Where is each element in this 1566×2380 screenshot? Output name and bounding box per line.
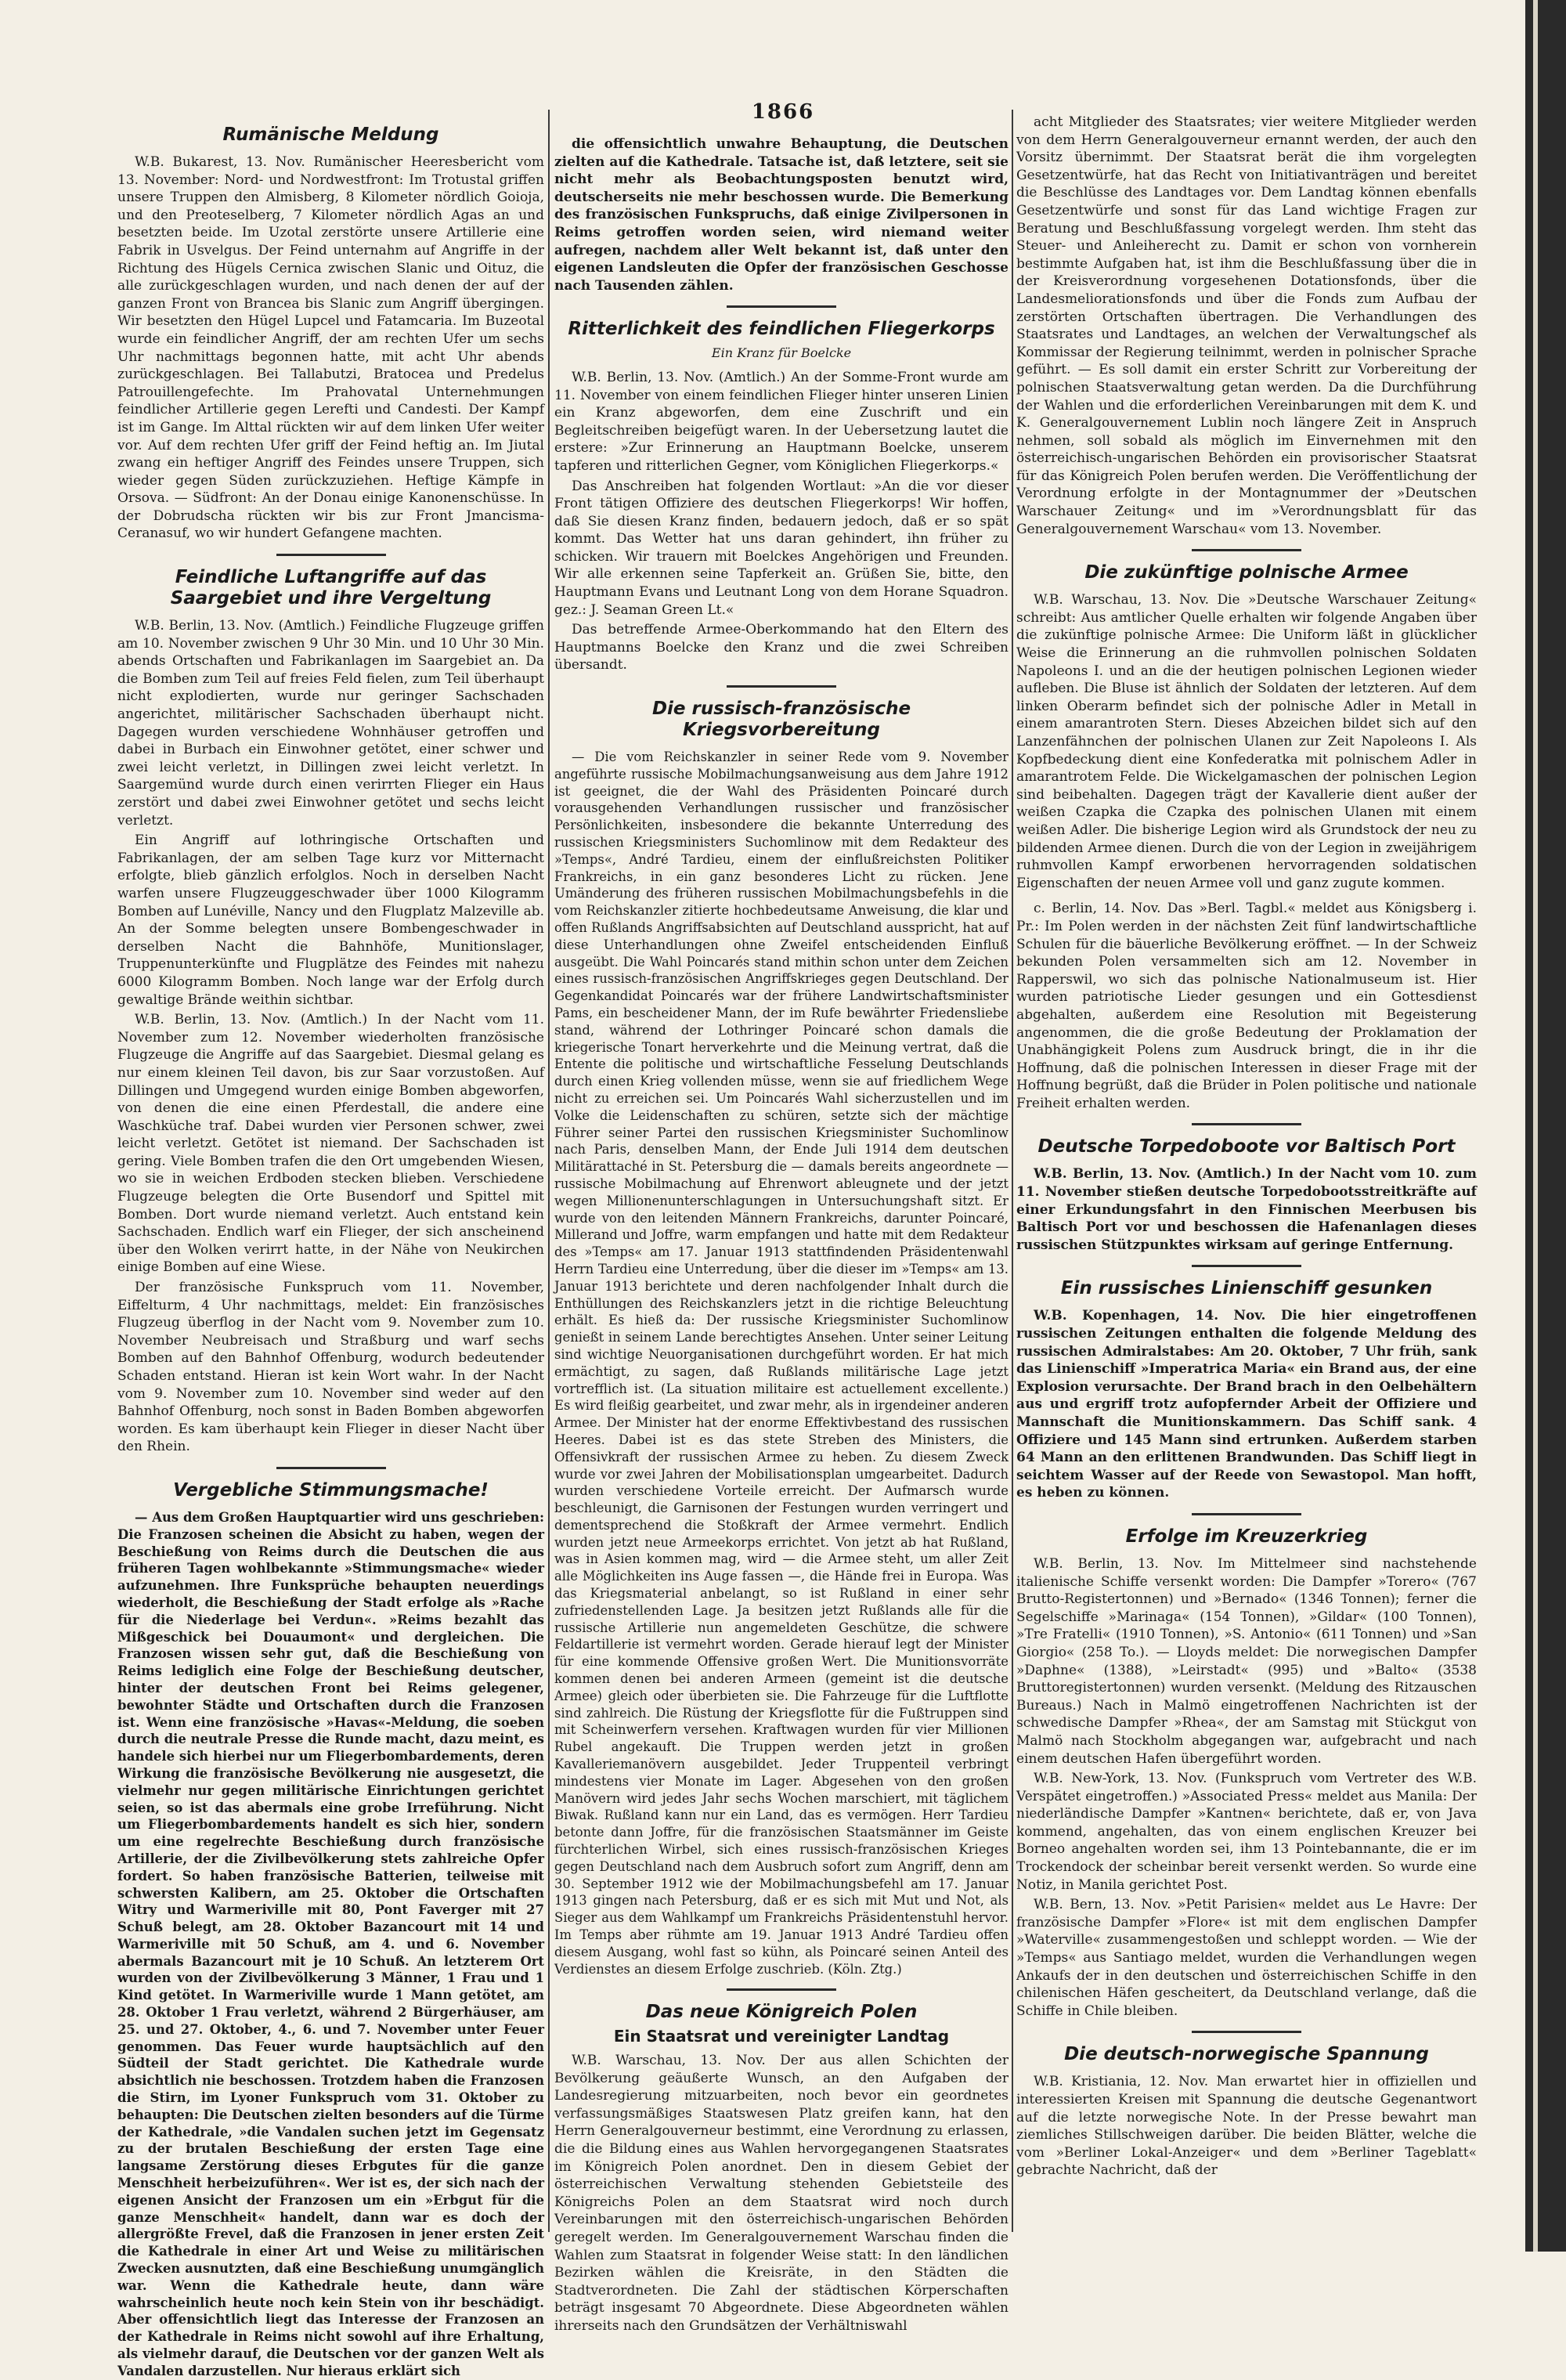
paragraph: W.B. Bern, 13. Nov. »Petit Parisien« meldet aus Le Havre: Der französische Dampfer »Flore« ist mit dem englischen Dampfer »Waterville« zusammengestoßen und schleppt worden. — Wie der »Temps« aus Santiago meldet, wurden die Verhandlungen wegen Ankaufs der in den deutschen und österreichischen Schiffe in den chilenischen Häfen gescheitert, da Deutschland verlange, daß die Schiffe in Chile bleiben. (1016, 1897, 1477, 2019)
article-separator (727, 305, 836, 308)
article-separator (727, 685, 836, 688)
article-koenigreich-polen (554, 2002, 1009, 2335)
paragraph: W.B. Berlin, 13. Nov. (Amtlich.) In der Nacht vom 10. zum 11. November stießen deutsche Torpedobootsstreitkräfte auf einer Erkundungsfahrt in den Finnischen Meerbusen bis Baltisch Port vor und beschossen die Hafenanlagen dieses russischen Stützpunktes wirksam auf geringe Entfernung. (1016, 1166, 1477, 1253)
paragraph: Das Anschreiben hat folgenden Wortlaut: »An die vor dieser Front tätigen Offiziere des deutschen Fliegerkorps! Wir hoffen, daß Sie diesen Kranz finden, bedauern jedoch, daß er so spät kommt. Das Wetter hat uns daran gehindert, ihn früher zu schicken. Wir trauern mit Boelckes Angehörigen und Freunden. Wir alle erkennen seine Tapferkeit an. Grüßen Sie, bitte, den Hauptmann Evans und Leutnant Long von dem Horane Squadron. gez.: J. Seaman Green Lt.« (554, 478, 1009, 618)
column-rule-right (1012, 110, 1013, 2232)
article-separator (276, 1467, 386, 1469)
article-kriegsvorbereitung (554, 699, 1009, 1977)
paragraph: — Die vom Reichskanzler in seiner Rede vom 9. November angeführte russische Mobilmachungsanweisung aus dem Jahre 1912 ist geeignet, die der Wahl des Präsidenten Poincaré durch vorausgehenden Verhandlungen russischer und französischer Persönlichkeiten, insbesondere die bekannte Unterredung des russischen Kriegsministers Suchomlinow mit dem Redakteur des »Temps«, André Tardieu, einem der einflußreichsten Politiker Frankreichs, in ein ganz besonderes Licht zu rücken. Jene Umänderung des früheren russischen Mobilmachungsbefehls in die vom Reichskanzler zitierte hochbedeutsame Anweisung, die klar und offen Rußlands Angriffsabsichten auf Deutschland ausspricht, hat auf diese Unterhandlungen ohne Zweifel entscheidenden Einfluß ausgeübt. Die Wahl Poincarés stand mithin schon unter dem Zeichen eines russisch-französischen Angriffskrieges gegen Deutschland. Der Gegenkandidat Poincarés war der frühere Landwirtschaftsminister Pams, ein bescheidener Mann, der im Rufe bewährter Friedensliebe stand, während der Lothringer Poincaré schon damals die kriegerische Tonart herverkehrte und die Meinung vertrat, daß die Entente die politische und wirtschaftliche Fesselung Deutschlands durch einen Krieg vollenden müsse, wenn sie auf friedlichem Wege nicht zu erreichen sei. Um Poincarés Wahl sicherzustellen und im Volke die Leidenschaften zu schüren, setzte sich der mächtige Führer seiner Partei den russischen Kriegsminister Suchomlinow nach Paris, denselben Mann, der Ende Juli 1914 dem deutschen Militärattaché in St. Petersburg die — damals bereits angeordnete — russische Mobilmachung auf Ehrenwort ableugnete und der jetzt wegen Millionenunterschlagungen in Untersuchungshaft sitzt. Er wurde von den leitenden Männern Frankreichs, darunter Poincaré, Millerand und Joffre, warm empfangen und hatte mit dem Redakteur des »Temps« am 17. Januar 1913 stattfindenden Präsidentenwahl Herrn Tardieu eine Unterredung, über die dieser im »Temps« am 13. Januar 1913 berichtete und deren nachfolgender Inhalt durch die Enthüllungen des Reichskanzlers jetzt in die richtige Beleuchtung erhält. Es hieß da: Der russische Kriegsminister Suchomlinow genießt in seinem Lande berechtigtes Ansehen. Unter seiner Leitung sind wichtige Neuorganisationen durchgeführt worden. Er hat mich ermächtigt, zu sagen, daß Rußlands militärische Lage jetzt vortrefflich ist. (La situation militaire est actuellement excellente.) Es wird fleißig gearbeitet, und zwar mehr, als in irgendeiner anderen Armee. Der Minister hat der enorme Effektivbestand des russischen Heeres. Dabei ist es das stete Streben des Ministers, die Offensivkraft der russischen Armee zu heben. Zu diesem Zweck wurde vor zwei Jahren der Mobilisationsplan umgearbeitet. Dadurch wurden verschiedene Vorteile erreicht. Der Aufmarsch wurde beschleunigt, die Garnisonen der Festungen wurden verringert und dementsprechend die Stoßkraft der Armee vermehrt. Endlich wurden jetzt neue Armeekorps errichtet. Von jetzt ab hat Rußland, was in Asien kommen mag, wird — die Armee steht, um aller Zeit alle Möglichkeiten ins Auge fassen —, die Hände frei in Europa. Was das Kriegsmaterial anbelangt, so ist Rußland in einer sehr zufriedenstellenden Lage. Ja besitzen jetzt Rußlands alle für die russische Artillerie nun angemeldeten Geschütze, die schwere Feldartillerie ist vermehrt worden. Gerade hierauf legt der Minister für eine kommende Offensive großen Wert. Die Munitionsvorräte kommen denen bei anderen Armeen (gemeint ist die deutsche Armee) gleich oder überbieten sie. Die Fahrzeuge für die Luftflotte sind zahlreich. Die Rüstung der Kriegsflotte für die Fußtruppen sind mit Scheinwerfern versehen. Kraftwagen wurden für vier Millionen Rubel angekauft. Die Truppen werden jetzt in großen Kavalleriemanövern ausgebildet. Jeder Truppenteil verbringt mindestens vier Monate im Lager. Abgesehen von den großen Manövern wird jedes Jahr sechs Wochen marschiert, mit täglichem Biwak. Rußland kann nur ein Land, das es vermögen. Herr Tardieu betonte dann Joffre, für die französischen Staatsmänner im Geiste fürchterlichen Wirbel, sich eines russisch-französischen Krieges gegen Deutschland nach dem Ausbruch sofort zum Angriff, denn am 30. September 1912 wie der Mobilmachungsbefehl am 17. Januar 1913 gingen nach Petersburg, daß er es sich mit Mut und Not, als Sieger aus dem Wahlkampf um Frankreichs Präsidentenstuhl hervor. Im Temps aber rühmte am 19. Januar 1913 André Tardieu offen diesem Ausgang, wohl fast so kühn, als Poincaré seinen Anteil des Verdienstes an diesem Erfolge zuschrieb. (Köln. Ztg.) (554, 749, 1009, 1977)
column-rule-left (548, 110, 550, 2232)
paragraph: — Aus dem Großen Hauptquartier wird uns geschrieben: Die Franzosen scheinen die Absicht zu haben, wegen der Beschießung von Reims durch die Deutschen die aus früheren Tagen wohlbekannte »Stimmungsmache« wieder aufzunehmen. Ihre Funksprüche behaupten neuerdings wiederholt, die Beschießung der Stadt erfolge als »Rache für die Niederlage bei Verdun«. »Reims bezahlt das Mißgeschick bei Douaumont« und dergleichen. Die Franzosen wissen sehr gut, daß die Beschießung von Reims lediglich eine Folge der Beschießung deutscher, hinter der deutschen Front bei Reims gelegener, bewohnter Städte und Ortschaften durch die Franzosen ist. Wenn eine französische »Havas«-Meldung, die soeben durch die neutrale Presse die Runde macht, dazu meint, es handele sich hierbei nur um Fliegerbombardements, deren Wirkung die französische Bevölkerung nie ausgesetzt, die vielmehr nur gegen militärische Einrichtungen gerichtet seien, so ist das abermals eine grobe Irreführung. Nicht um Fliegerbombardements handelt es sich hier, sondern um eine regelrechte Beschießung durch französische Artillerie, der die Zivilbevölkerung stets zahlreiche Opfer fordert. So haben französische Batterien, teilweise mit schwersten Kalibern, am 25. Oktober die Ortschaften Witry und Warmeriville mit 80, Pont Faverger mit 27 Schuß belegt, am 28. Oktober Bazancourt mit 14 und Warmeriville mit 50 Schuß, am 4. und 6. November abermals Bazancourt mit je 10 Schuß. An letzterem Ort wurden von der Zivilbevölkerung 3 Männer, 1 Frau und 1 Kind getötet. In Warmeriville wurde 1 Mann getötet, am 28. Oktober 1 Frau verletzt, während 2 Bürgerhäuser, am 25. und 27. Oktober, 4., 6. und 7. November unter Feuer genommen. Das Feuer wurde hauptsächlich auf den Südteil der Stadt gerichtet. Die Kathedrale wurde absichtlich nie beschossen. Trotzdem haben die Franzosen die Stirn, im Lyoner Funkspruch vom 31. Oktober zu behaupten: Die Deutschen zielten besonders auf die Türme der Kathedrale, »die Vandalen suchen jetzt im Gegensatz zu der brutalen Beschießung der ersten Tage eine langsame Zerstörung dieses Erbgutes für die ganze Menschheit herbeizuführen«. Wer ist es, der sich nach der eigenen Ansicht der Franzosen um ein »Erbgut für die ganze Menschheit« handelt, dann war es doch der allergrößte Frevel, daß die Franzosen in jener ersten Zeit die Kathedrale in einer Art und Weise zu militärischen Zwecken ausnutzten, daß eine Beschießung unumgänglich war. Wenn die Kathedrale heute, dann wäre wahrscheinlich heute noch kein Stein von ihr beschädigt. Aber offensichtlich liegt das Interesse der Franzosen an der Kathedrale in Reims nicht sowohl auf ihre Erhaltung, als vielmehr darauf, die Deutschen vor der ganzen Welt als Vandalen darzustellen. Nur hieraus erklärt sich (117, 1509, 544, 2378)
paragraph: W.B. Kristiania, 12. Nov. Man erwartet hier in offiziellen und interessierten Kreisen mit Spannung die deutsche Gegenantwort auf die letzte norwegische Note. In der Presse bewahrt man ziemliches Stillschweigen darüber. Die beiden Blätter, welche die vom »Berliner Lokal-Anzeiger« und dem »Berliner Tageblatt« gebrachte Nachricht, daß der (1016, 2074, 1477, 2179)
article-ritterlichkeit (554, 319, 1009, 674)
article-title: Die russisch-französische Kriegsvorbereitung (651, 699, 911, 741)
article-norwegische-spannung (1016, 2044, 1477, 2180)
paragraph: W.B. Berlin, 13. Nov. (Amtlich.) Feindliche Flugzeuge griffen am 10. November zwischen 9 Uhr 30 Min. und 10 Uhr 30 Min. abends Ortschaften und Fabrikanlagen im Saargebiet an. Da die Bomben zum Teil auf freies Feld fielen, zum Teil überhaupt nicht explodierten, wurde nur geringer Sachschaden angerichtet, militärischer Sachschaden überhaupt nicht. Dagegen wurden verschiedene Wohnhäuser getroffen und dabei in Burbach ein Einwohner getötet, einer schwer und zwei leicht verletzt, in Dillingen zwei leicht verletzt. In Saargemünd wurde durch einen verirrten Flieger ein Haus zerstört und dabei zwei Einwohner getötet und sechs leicht verletzt. (117, 618, 544, 829)
article-linienschiff (1016, 1278, 1477, 1502)
article-kreuzerkrieg (1016, 1526, 1477, 2020)
paragraph: Ein Angriff auf lothringische Ortschaften und Fabrikanlagen, der am selben Tage kurz vor Mitternacht erfolgte, blieb gänzlich erfolglos. Noch in derselben Nacht warfen unsere Flugzeuggeschwader über 1000 Kilogramm Bomben auf Lunéville, Nancy und den Flugplatz Malzeville ab. An der Somme belegten unsere Bombengeschwader in derselben Nacht die Bahnhöfe, Munitionslager, Truppenunterkünfte und Flugplätze des Feindes mit nahezu 6000 Kilogramm Bomben. Noch lange war der Erfolg durch gewaltige Brände weithin sichtbar. (117, 832, 544, 1008)
paragraph: W.B. Warschau, 13. Nov. Der aus allen Schichten der Bevölkerung geäußerte Wunsch, an den Aufgaben der Landesregierung mitzuarbeiten, noch bevor ein geordnetes verfassungsmäßiges Staatswesen Platz greifen kann, hat den Herrn Generalgouverneur bestimmt, eine Verordnung zu erlassen, die die Bildung eines aus Wahlen hervorgegangenen Staatsrates im Königreich Polen anordnet. Den in diesem Gebiet der österreichischen Verwaltung stehenden Gebietsteile des Königreichs Polen an dem Staatsrat wird noch durch Vereinbarungen mit den österreichisch-ungarischen Behörden geregelt werden. Im Generalgouvernement Warschau finden die Wahlen zum Staatsrat in folgender Weise statt: In den ländlichen Bezirken wählen die Kreisräte, in den Städten die Stadtverordneten. Die Zahl der städtischen Körperschaften beträgt insgesamt 70 Abgeordnete. Diese Abgeordneten wählen ihrerseits nach den Grundsätzen der Verhältniswahl (554, 2053, 1009, 2334)
paragraph: acht Mitglieder des Staatsrates; vier weitere Mitglieder werden von dem Herrn Generalgouverneur ernannt werden, der auch den Vorsitz übernimmt. Der Staatsrat berät die ihm vorgelegten Gesetzentwürfe, hat das Recht von Initiativanträgen und bereitet die Beschlüsse des Landtages vor. Dem Landtag können ebenfalls Gesetzentwürfe und sonst für das Land wichtige Fragen zur Beratung und Beschlußfassung vorgelegt werden. Ihm steht das Steuer- und Anleiherecht zu. Damit er schon von vornherein bestimmte Aufgaben hat, ist ihm die Beschlußfassung über die in der Kreisverordnung vorgesehenen Dotationsfonds, über die Landesmeliorationsfonds und über die Fonds zum Aufbau der zerstörten Ortschaften übertragen. Die Verhandlungen des Staatsrates und Landtages, an welchen der Verwaltungschef als Kommissar der Regierung teilnimmt, werden in polnischer Sprache geführt. — Es soll damit ein erster Schritt zur Vorbereitung der polnischen Staatsverwaltung getan werden. Da die Durchführung der Wahlen und die erforderlichen Vereinbarungen mit dem K. und K. Generalgouvernement Lublin noch längere Zeit in Anspruch nehmen, soll sobald als möglich im Einvernehmen mit den österreichisch-ungarischen Behörden ein provisorischer Staatsrat für das Königreich Polen berufen werden. Die Veröffentlichung der Verordnung erfolgte in der Montagnummer der »Deutschen Warschauer Zeitung« und im »Verordnungsblatt für das Generalgouvernement Warschau« vom 13. November. (1016, 114, 1477, 537)
article-title: Die zukünftige polnische Armee (1084, 562, 1409, 583)
paragraph: Das betreffende Armee-Oberkommando hat den Eltern des Hauptmanns Boelcke den Kranz und die zwei Schreiben übersandt. (554, 622, 1009, 674)
article-title: Ein russisches Linienschiff gesunken (1060, 1278, 1433, 1299)
article-title: Deutsche Torpedoboote vor Baltisch Port (1037, 1136, 1456, 1157)
article-title: Rumänische Meldung (222, 125, 439, 145)
article-koenigreich-polen-continued (1016, 114, 1477, 538)
article-separator (727, 1988, 836, 1991)
article-separator (1192, 1123, 1301, 1125)
page-number: 1866 (751, 100, 815, 124)
article-title: Die deutsch-norwegische Spannung (1064, 2044, 1429, 2065)
paragraph: W.B. Kopenhagen, 14. Nov. Die hier eingetroffenen russischen Zeitungen enthalten die folgende Meldung des russischen Admiralstabes: Am 20. Oktober, 7 Uhr früh, sank das Linienschiff »Imperatrica Maria« ein Brand aus, der eine Explosion verursachte. Der Brand brach in den Oelbehältern aus und ergriff trotz aufopfernder Arbeit der Offiziere und Mannschaft die Munitionskammern. Das Schiff sank. 4 Offiziere und 145 Mann sind ertrunken. Außerdem starben 64 Mann an den erlittenen Brandwunden. Das Schiff liegt in seichtem Wasser auf der Reede von Sewastopol. Man hofft, es heben zu können. (1016, 1308, 1477, 1501)
article-separator (1192, 2031, 1301, 2033)
article-subtitle: Ein Kranz für Boelcke (711, 345, 852, 361)
paragraph: Der französische Funkspruch vom 11. November, Eiffelturm, 4 Uhr nachmittags, meldet: Ein französisches Flugzeug überflog in der Nacht vom 9. November zum 10. November Neubreisach und Straßburg und warf sechs Bomben auf den Bahnhof Offenburg, wodurch bedeutender Schaden entstand. Hieran ist kein Wort wahr. In der Nacht vom 9. November zum 10. November sind weder auf den Bahnhof Offenburg, noch sonst in Baden Bomben abgeworfen worden. Es kam überhaupt kein Flieger in dieser Nacht über den Rhein. (117, 1280, 544, 1455)
article-torpedoboote (1016, 1136, 1477, 1254)
paragraph: W.B. Warschau, 13. Nov. Die »Deutsche Warschauer Zeitung« schreibt: Aus amtlicher Quelle erhalten wir folgende Angaben über die zukünftige polnische Armee: Die Uniform läßt in glücklicher Weise die Erinnerung an die ruhmvollen polnischen Soldaten Napoleons I. und an die der heutigen polnischen Legionen wieder aufleben. Die Bluse ist ähnlich der Soldaten der letzteren. Auf dem linken Oberarm befindet sich der polnische Adler in Metall in einem amarantroten Stern. Dieses Abzeichen bildet sich auf den Lanzenfähnchen der polnischen Ulanen zur Zeit Napoleons I. Als Kopfbedeckung dient eine Konfederatka mit polnischem Adler in amarantrotem Felde. Die Wickelgamaschen der polnischen Legion sind beibehalten. Dagegen trägt der Kavallerie dient außer der weißen Czapka die Czapka des polnischen Ulanen mit einem weißen Adler. Die bisherige Legion wird als Grundstock der neu zu bildenden Armee dienen. Durch die von der Legion in zweijährigem ruhmvollen Kampf erworbenen hervorragenden soldatischen Eigenschaften der neuen Armee voll und ganz zugute kommen. (1016, 592, 1477, 891)
column-3 (1016, 114, 1477, 2228)
article-stimmungsmache (117, 1480, 544, 2380)
page-edge (1525, 0, 1566, 2252)
article-title: Feindliche Luftangriffe auf das Saargebiet und ihre Vergeltung (170, 567, 492, 609)
paragraph: W.B. New-York, 13. Nov. (Funkspruch vom Vertreter des W.B. Verspätet eingetroffen.) »Associated Press« meldet aus Manila: Der niederländische Dampfer »Kantnen« berichtete, daß er, von Java kommend, angehalten, das von einem englischen Kreuzer bei Borneo angehalten worden sei, ihm 13 Pointebannante, die er im Trockendock der scheinbar bereit versenkt werden. So wurde eine Notiz, in Manila gerichtet Post. (1016, 1771, 1477, 1893)
article-separator (1192, 1513, 1301, 1515)
article-stimmungsmache-continued (554, 135, 1009, 294)
column-2 (554, 114, 1009, 2334)
column-1 (117, 114, 544, 2378)
article-rumaenische-meldung (117, 125, 544, 543)
paragraph: W.B. Bukarest, 13. Nov. Rumänischer Heeresbericht vom 13. November: Nord- und Nordwestfront: Im Trotustal griffen unsere Truppen den Almisberg, 8 Kilometer nördlich Goioja, und den Preoteselberg, 7 Kilometer nördlich Agas an und besetzten beide. Im Uzotal zerstörte unsere Artillerie eine Fabrik in Usvelgus. Der Feind unternahm auf Angriffe in der Richtung des Hügels Cernica zwischen Slanic und Oituz, die alle zurückgeschlagen wurden, und nach denen der auf der ganzen Front von Brancea bis Slanic zum Angriff übergingen. Wir besetzten den Hügel Lupcel und Fatamcaria. Im Buzeotal wurde ein feindlicher Angriff, der am rechten Ufer um sechs Uhr nachmittags begonnen hatte, mit acht Uhr abends zurückgeschlagen. Bei Tallabutzi, Bratocea und Predelus Patrouillengefechte. Im Prahovatal Unternehmungen feindlicher Artillerie gegen Lerefti und Candesti. Der Kampf ist im Gange. Im Alttal rückten wir auf dem linken Ufer weiter vor. Auf dem rechten Ufer griff der Feind heftig an. Im Jiutal zwang ein heftiger Angriff des Feindes unsere Truppen, sich wieder gegen Süden zurückzuziehen. Heftige Kämpfe in Orsova. — Südfront: An der Donau einige Kanonenschüsse. In der Dobrudscha rückten wir bis zur Front Jmancisma-Ceranasuf, wo wir hundert Gefangene machten. (117, 154, 544, 542)
paragraph: die offensichtlich unwahre Behauptung, die Deutschen zielten auf die Kathedrale. Tatsache ist, daß letztere, seit sie nicht mehr als Beobachtungsposten benutzt wird, deutscherseits nie mehr beschossen wurde. Die Bemerkung des französischen Funkspruchs, daß einige Zivilpersonen in Reims getroffen worden seien, wird niemand weiter aufregen, nachdem aller Welt bekannt ist, daß unter den eigenen Landsleuten die Opfer der französischen Geschosse nach Tausenden zählen. (554, 136, 1009, 294)
paragraph: c. Berlin, 14. Nov. Das »Berl. Tagbl.« meldet aus Königsberg i. Pr.: Im Polen werden in der nächsten Zeit fünf landwirtschaftliche Schulen für die bäuerliche Bevölkerung eröffnet. — In der Schweiz bekunden Polen versammelten sich am 12. November in Rapperswil, wo sich das polnische Nationalmuseum ist. Hier wurden patriotische Lieder gesungen und ein Gottesdienst abgehalten, außerdem eine Resolution mit Begeisterung angenommen, die die große Bedeutung der Proklamation der Unabhängigkeit Polens zum Ausdruck bringt, die in ihr die Hoffnung, daß die polnischen Interessen in dieser Frage mit der Hoffnung begrüßt, daß die Brüder in Polen politische und nationale Freiheit erhalten werden. (1016, 901, 1477, 1111)
article-separator (1192, 1265, 1301, 1267)
article-luftangriffe-saargebiet (117, 567, 544, 1456)
article-title: Vergebliche Stimmungsmache! (173, 1479, 489, 1501)
article-title: Das neue Königreich Polen (645, 2002, 918, 2023)
article-separator (1192, 549, 1301, 551)
paragraph: W.B. Berlin, 13. Nov. Im Mittelmeer sind nachstehende italienische Schiffe versenkt worden: Die Dampfer »Torero« (767 Brutto-Registertonnen) und »Bernado« (1346 Tonnen); ferner die Segelschiffe »Marinaga« (154 Tonnen), »Gildar« (100 Tonnen), »Tre Fratelli« (1910 Tonnen), »S. Antonio« (611 Tonnen) und »San Giorgio« (258 To.). — Lloyds meldet: Die norwegischen Dampfer »Daphne« (1388), »Leirstadt« (995) und »Balto« (3538 Bruttoregistertonnen) wurden versenkt. (Meldung des Ritzauschen Bureaus.) Nach in Malmö eingetroffenen Nachrichten ist der schwedische Dampfer »Rhea«, der am Samstag mit Stückgut von Malmö nach Stockholm abgegangen war, aufgebracht und nach einem deutschen Hafen übergeführt worden. (1016, 1555, 1477, 1767)
article-title: Erfolge im Kreuzerkrieg (1125, 1526, 1368, 1547)
article-polen-schulen (1016, 900, 1477, 1112)
paragraph: W.B. Berlin, 13. Nov. (Amtlich.) An der Somme-Front wurde am 11. November von einem feindlichen Flieger hinter unseren Linien ein Kranz abgeworfen, dem eine Zuschrift und ein Begleitschreiben beigefügt waren. In der Uebersetzung lautet die erstere: »Zur Erinnerung an Hauptmann Boelcke, unserem tapferen und ritterlichen Gegner, vom Königlichen Fliegerkorps.« (554, 369, 1009, 474)
article-separator (276, 554, 386, 556)
article-polnische-armee (1016, 562, 1477, 892)
paragraph: W.B. Berlin, 13. Nov. (Amtlich.) In der Nacht vom 11. November zum 12. November wiederholten französische Flugzeuge die Angriffe auf das Saargebiet. Diesmal gelang es nur einem kleinen Teil davon, bis zur Saar vorzustoßen. Auf Dillingen und Umgegend wurden einige Bomben abgeworfen, von denen die eine einen Pferdestall, die andere eine Waschküche traf. Dabei wurden vier Personen schwer, zwei leicht verletzt. Getötet ist niemand. Der Sachschaden ist gering. Viele Bomben trafen die den Ort umgebenden Wiesen, wo sie in weichen Erdboden stecken blieben. Verschiedene Flugzeuge belegten die Orte Busendorf und Spittel mit Bomben. Dort wurde niemand verletzt. Auch entstand kein Sachschaden. Endlich warf ein Flieger, der sich anscheinend über den Wolken verirrt hatte, in der Nähe von Neukirchen einige Bomben auf eine Wiese. (117, 1012, 544, 1276)
article-subtitle: Ein Staatsrat und vereinigter Landtag (613, 2027, 950, 2046)
article-title: Ritterlichkeit des feindlichen Fliegerkorps (568, 319, 995, 340)
